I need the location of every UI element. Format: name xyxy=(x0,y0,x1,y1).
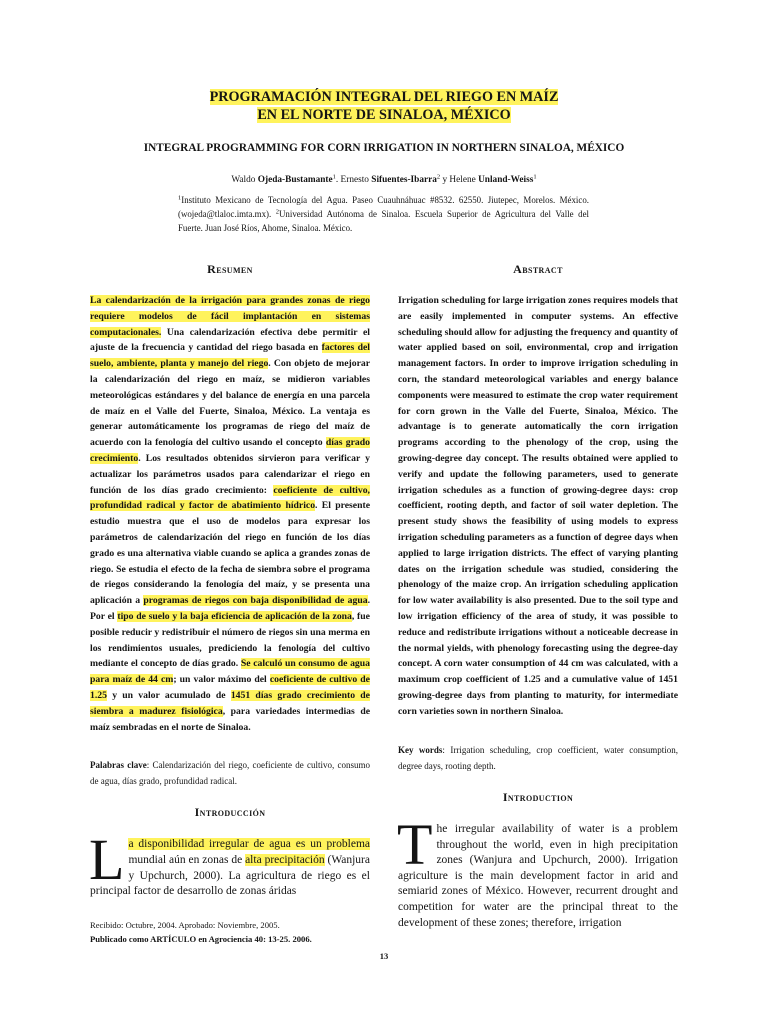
page-number: 13 xyxy=(379,951,389,961)
key-words xyxy=(398,742,678,774)
text-segment: . Por el xyxy=(90,595,370,622)
text-segment: y un valor acumulado de xyxy=(106,689,231,701)
highlighted-text: 1451 días grado crecimiento de siembra a madurez fisiológica xyxy=(90,689,370,717)
introduction-body: he irregular availability of water is a problem throughout the world, even in high precipitation zones (Wanjura and Upchurch, 2000). Irrigation agriculture is the main development factor in arid and semiarid zones of México. However, recurrent drought and competition for water are the principal threat to the development of these zones; therefore, irrigation xyxy=(398,823,678,929)
introduccion-text xyxy=(89,827,370,899)
highlighted-text: Se calculó un consumo de agua para maíz de 44 cm xyxy=(90,658,370,686)
text-segment: Una calendarización efectiva debe permitir el ajuste de la frecuencia y cantidad del riego basada en xyxy=(90,326,370,354)
highlighted-text: alta precipitación xyxy=(245,853,325,866)
resumen-text xyxy=(90,293,370,735)
text-segment: mundial aún en zonas de xyxy=(128,853,246,866)
english-column xyxy=(398,261,678,931)
highlighted-text: programas de riegos con baja disponibilidad de agua xyxy=(143,595,368,607)
introduction-heading: Introduction xyxy=(502,790,574,804)
highlighted-text: factores del suelo, ambiente, planta y manejo del riego xyxy=(90,342,370,370)
author-separator: . xyxy=(335,175,341,185)
affiliations xyxy=(178,193,589,235)
english-title: INTEGRAL PROGRAMMING FOR CORN IRRIGATION IN NORTHERN SINALOA, MÉXICO xyxy=(143,142,625,154)
text-segment: , para variedades intermedias de maíz sembradas en el norte de Sinaloa. xyxy=(90,705,371,733)
drop-cap: L xyxy=(89,827,125,893)
introduccion-body xyxy=(89,827,370,898)
title-line-2: EN EL NORTE DE SINALOA, MÉXICO xyxy=(257,107,511,123)
keywords-text: : Irrigation scheduling, crop coefficient, water consumption, degree days, rooting depth. xyxy=(398,745,678,771)
affiliation-mark: 1 xyxy=(533,173,537,181)
publication-footnote xyxy=(90,918,370,946)
spanish-column xyxy=(90,261,370,946)
affiliation-text: Universidad Autónoma de Sinaloa. Escuela Superior de Agricultura del Valle del Fuerte. Juan José Ríos, Ahome, Sinaloa. México. xyxy=(178,209,589,233)
affiliation-text: Instituto Mexicano de Tecnología del Agua. Paseo Cuauhnáhuac #8532. 62550. Jiutepec, Morelos. México. (wojeda@tlaloc.imta.mx). xyxy=(178,195,589,219)
highlighted-text: coeficiente de cultivo, profundidad radical y factor de abatimiento hídrico xyxy=(90,484,370,512)
highlighted-text: La calendarización de la irrigación para grandes zonas de riego requiere modelos de fácil implantación en sistemas computacionales. xyxy=(90,295,370,338)
author-surname: Unland-Weiss xyxy=(478,175,534,185)
author-given-name: Ernesto xyxy=(340,175,372,185)
abstract-text: Irrigation scheduling for large irrigation zones requires models that are easily implemented in computer systems. An effective scheduling should allow for adjusting the frequency and quantity of water applied based on soil, environmental, crop and irrigation management factors. In order to improve irrigation scheduling in corn, the standard meteorological variables and energy balance components were measured to estimate the crop water requirement for corn grown in the Valle del Fuerte, Sinaloa, México. The advantage is to generate automatically the corn irrigation programs according to the phenology of the crop, using the growing-degree day concept. The results obtained were applied to verify and update the following parameters, used to generate irrigation schedules as a function of growing-degree days: crop coefficient, rooting depth, and factor of soil water depletion. The present study shows the feasibility of using models to express irrigation scheduling parameters as a function of degree days when applied to large irrigation districts. The effect of varying planting dates on the irrigation schedule was studied, considering the phenology of the maize crop. An irrigation scheduling application for low water availability is also presented. Due to the soil type and low irrigation efficiency of the area of study, it was possible to reduce and redistribute irrigations without a noticeable decrease in the normal yields, with phenology forecasting using the degree-day concept. A corn water consumption of 44 cm was calculated, with a maximum crop coefficient of 1.25 and a cumulative value of 1451 growing-degree days from planting to maturity, for intermediate corn varieties sown in northern Sinaloa. xyxy=(398,295,678,717)
text-segment: , fue posible reducir y redistribuir el número de riegos sin una merma en los rendimientos usuales, prediciendo la fenología del cultivo mediante el concepto de días grado. xyxy=(90,610,370,670)
highlighted-text: tipo de suelo y la baja eficiencia de aplicación de la zona xyxy=(117,610,352,622)
author-surname: Ojeda-Bustamante xyxy=(257,175,333,185)
text-segment: . El presente estudio muestra que el uso de modelos para expresar los parámetros de calendarización del riego en función de los días grado es una alternativa viable cuando se aplica a grandes zonas de riego. Se estudia el efecto de la fecha de siembra sobre el programa de riegos considerando la fenología del maíz, y se presenta una aplicación a xyxy=(90,500,370,607)
author-surname: Sifuentes-Ibarra xyxy=(371,175,437,185)
article-title xyxy=(0,88,768,124)
introduction-text xyxy=(397,812,678,931)
authors-line xyxy=(0,173,768,187)
highlighted-text: días grado crecimiento xyxy=(90,437,370,464)
highlighted-text: a disponibilidad irregular de agua es un problema xyxy=(128,838,370,851)
drop-cap: T xyxy=(397,812,433,877)
abstract-heading: Abstract xyxy=(513,262,563,276)
received-date: Recibido: Octubre, 2004. Aprobado: Noviembre, 2005. xyxy=(90,919,280,930)
author-given-name: Helene xyxy=(449,175,479,185)
affiliation-mark: 1 xyxy=(332,173,336,181)
affiliation-mark: 1 xyxy=(178,194,182,202)
title-line-1: PROGRAMACIÓN INTEGRAL DEL RIEGO EN MAÍZ xyxy=(209,89,559,105)
keywords-text: : Calendarización del riego, coeficiente de cultivo, consumo de agua, días grado, profundidad radical. xyxy=(90,760,370,787)
text-segment: (Wanjura y Upchurch, 2000). La agricultura de riego es el principal factor de desarrollo de zonas áridas xyxy=(90,853,370,898)
text-segment: . Los resultados obtenidos sirvieron para verificar y actualizar los parámetros usados para calendarizar el riego en función de los días grado crecimiento: xyxy=(90,452,370,496)
highlighted-text: coeficiente de cultivo de 1.25 xyxy=(90,674,370,701)
affiliation-mark: 2 xyxy=(275,208,280,216)
resumen-heading: Resumen xyxy=(207,262,253,276)
keywords-label: Key words xyxy=(398,745,443,755)
text-segment: . Con objeto de mejorar la calendarización del riego en maíz, se midieron variables meteorológicas estándares y del balance de energía en una parcela de maíz en el Valle del Fuerte, Sinaloa, México. La ventaja es generar automáticamente los programas de riego del maíz de acuerdo con la fenología del cultivo usando el concepto xyxy=(90,358,371,449)
introduccion-heading: Introducción xyxy=(194,805,266,820)
palabras-clave xyxy=(90,757,370,789)
text-segment: ; un valor máximo del xyxy=(173,674,270,686)
affiliation-mark: 2 xyxy=(436,173,441,181)
publication-info: Publicado como ARTÍCULO en Agrociencia 40: 13-25. 2006. xyxy=(90,933,312,944)
keywords-label: Palabras clave xyxy=(90,760,147,771)
author-separator: y xyxy=(440,175,450,185)
author-given-name: Waldo xyxy=(231,175,258,185)
